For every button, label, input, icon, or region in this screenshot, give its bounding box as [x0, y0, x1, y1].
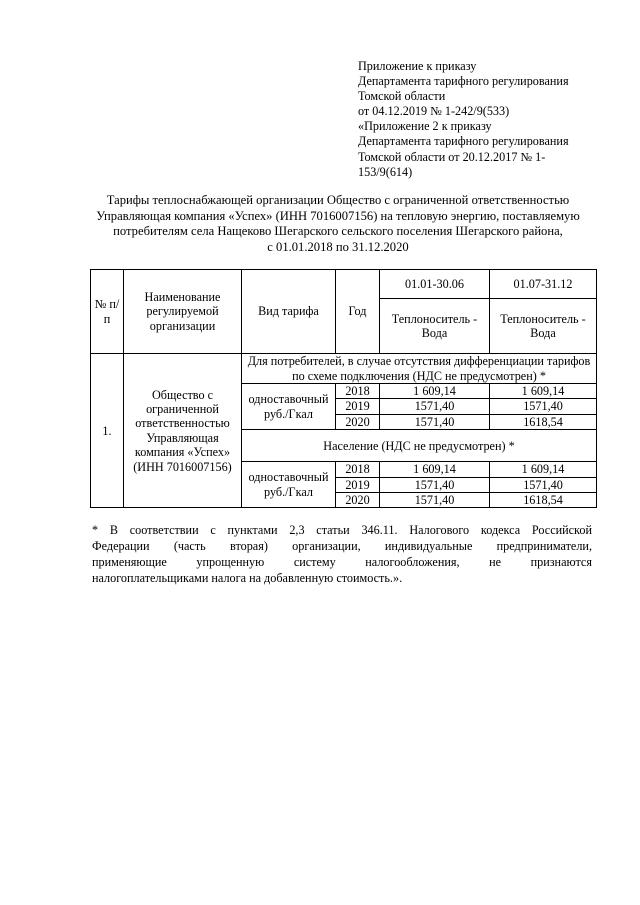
footnote-line [92, 570, 592, 586]
group-label: Население (НДС не предусмотрен) * [242, 430, 597, 462]
footnote-word: (часть [173, 539, 206, 553]
document-title [70, 193, 606, 255]
footnote-word: индивидуальные [384, 539, 473, 553]
header-carrier-1: Теплоноситель - Вода [380, 299, 490, 354]
appendix-line: Департамента тарифного регулирования [358, 74, 569, 89]
footnote-word: Российской [531, 523, 592, 537]
footnote [92, 522, 592, 586]
tariff-table [90, 269, 597, 508]
value-cell: 1618,54 [490, 493, 597, 508]
appendix-line: Приложение к приказу [358, 59, 477, 73]
title-line: Тарифы теплоснабжающей организации Общество с ограниченной ответственностью [106, 193, 570, 207]
footnote-word: налогоплательщиками налога на добавленную стоимость.». [92, 571, 403, 585]
value-cell: 1571,40 [490, 399, 597, 414]
title-line: с 01.01.2018 по 31.12.2020 [267, 239, 409, 254]
footnote-word: статьи [316, 523, 350, 537]
footnote-word: В [109, 523, 118, 537]
value-cell: 1571,40 [490, 477, 597, 492]
year-cell: 2019 [336, 477, 380, 492]
header-tariff-type: Вид тарифа [242, 270, 336, 354]
appendix-line: 153/9(614) [358, 164, 413, 179]
footnote-word: Федерации [92, 539, 150, 553]
table-header-row [91, 270, 597, 299]
appendix-header [358, 59, 608, 180]
header-period-2: 01.07-31.12 [490, 270, 597, 299]
group-label: Для потребителей, в случае отсутствия дифференциации тарифов по схеме подключения (НДС не предусмотрен) * [242, 354, 597, 384]
footnote-word: 2,3 [289, 523, 305, 537]
appendix-line: «Приложение 2 к приказу [358, 119, 492, 134]
value-cell: 1571,40 [380, 414, 490, 429]
year-cell: 2019 [336, 399, 380, 414]
footnote-line [92, 554, 592, 570]
header-number: № п/п [91, 270, 124, 354]
footnote-word: не [489, 555, 502, 569]
year-cell: 2020 [336, 493, 380, 508]
title-line: потребителям села Нащеково Шегарского сельского поселения Шегарского района, [113, 224, 563, 239]
footnote-word: применяющие [92, 555, 167, 569]
value-cell: 1571,40 [380, 493, 490, 508]
footnote-word: систему [293, 555, 336, 569]
footnote-word: упрощенную [196, 555, 265, 569]
footnote-word: с [210, 523, 216, 537]
footnote-word: признаются [530, 555, 592, 569]
appendix-line: от 04.12.2019 № 1-242/9(533) [358, 104, 510, 119]
year-cell: 2018 [336, 462, 380, 477]
year-cell: 2018 [336, 384, 380, 399]
value-cell: 1571,40 [380, 399, 490, 414]
org-name: Общество с ограниченной ответственностью Управляющая компания «Успех» (ИНН 7016007156) [124, 354, 242, 508]
footnote-word: пунктами [227, 523, 278, 537]
header-period-1: 01.01-30.06 [380, 270, 490, 299]
value-cell: 1 609,14 [490, 462, 597, 477]
tariff-unit: одноставочный руб./Гкал [242, 462, 336, 508]
value-cell: 1 609,14 [380, 462, 490, 477]
tariff-unit: одноставочный руб./Гкал [242, 384, 336, 430]
footnote-word: * [92, 523, 99, 537]
header-org: Наименование регулируемой организации [124, 270, 242, 354]
footnote-word: организации, [292, 539, 361, 553]
footnote-line [92, 538, 592, 554]
value-cell: 1 609,14 [490, 384, 597, 399]
appendix-line: Департамента тарифного регулирования [358, 134, 569, 149]
footnote-word: предприниматели, [496, 539, 592, 553]
footnote-word: 346.11. [361, 523, 398, 537]
header-carrier-2: Теплоноситель - Вода [490, 299, 597, 354]
header-year: Год [336, 270, 380, 354]
footnote-line [92, 522, 592, 538]
value-cell: 1571,40 [380, 477, 490, 492]
appendix-line: Томской области от 20.12.2017 № 1- [358, 149, 546, 164]
row-number: 1. [91, 354, 124, 508]
value-cell: 1 609,14 [380, 384, 490, 399]
footnote-word: Налогового [409, 523, 470, 537]
value-cell: 1618,54 [490, 414, 597, 429]
title-line: Управляющая компания «Успех» (ИНН 7016007156) на тепловую энергию, поставляемую [96, 208, 580, 223]
footnote-word: налогообложения, [365, 555, 460, 569]
table-row [91, 354, 597, 384]
footnote-word: соответствии [129, 523, 199, 537]
footnote-word: кодекса [480, 523, 521, 537]
appendix-line: Томской области [358, 89, 446, 104]
year-cell: 2020 [336, 414, 380, 429]
footnote-word: вторая) [230, 539, 268, 553]
